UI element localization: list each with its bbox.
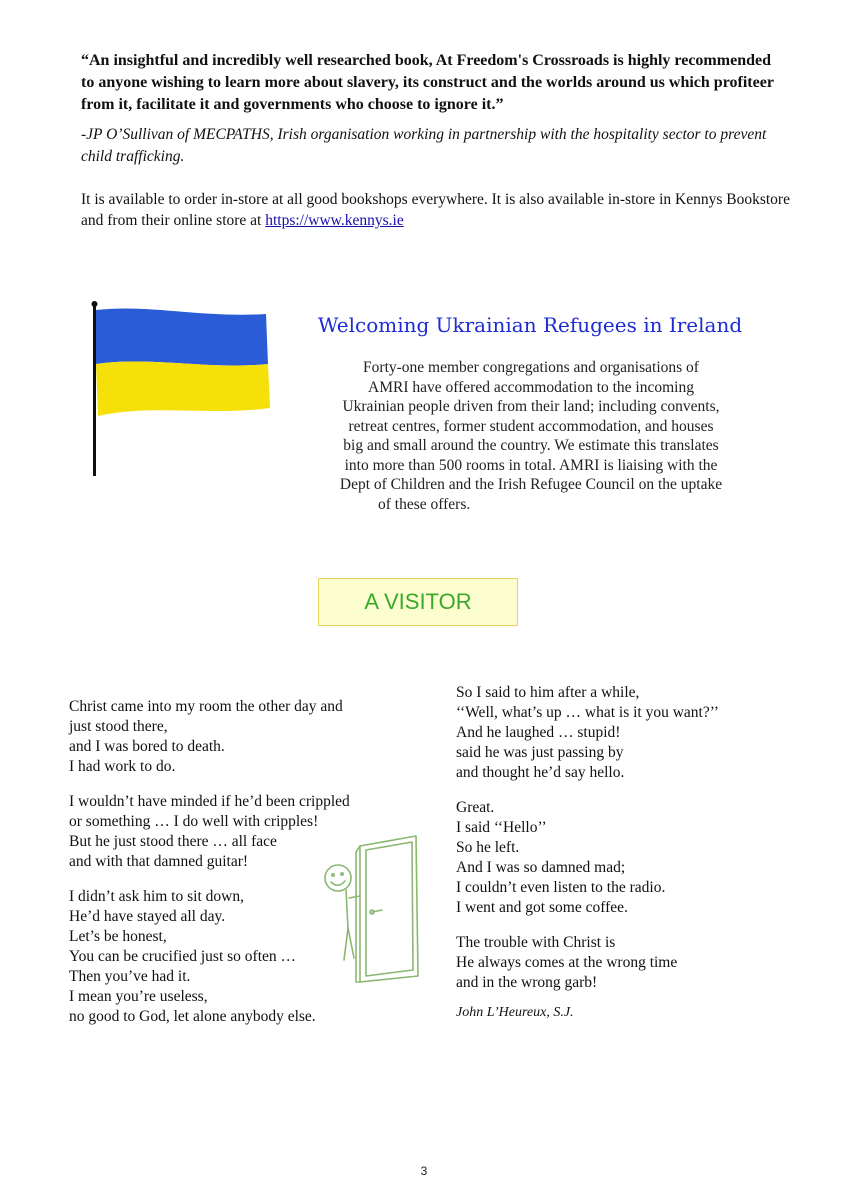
kennys-link[interactable]: https://www.kennys.ie [265,212,404,229]
poem-right-column [456,683,719,1023]
stanza-gap [456,783,719,798]
poem-line: Let’s be honest, [69,928,167,945]
visitor-heading: A VISITOR [364,589,472,614]
poem-author: John L’Heureux, S.J. [456,1005,574,1020]
poem-line: I mean you’re useless, [69,988,208,1005]
poem-line: He’d have stayed all day. [69,908,226,925]
poem-line: Christ came into my room the other day and [69,698,343,715]
stanza-gap [456,918,719,933]
article-line: Ukrainian people driven from their land; including convents, [342,398,720,415]
stanza-gap [69,872,350,887]
ukraine-article-body [310,358,752,514]
poem-line: I wouldn’t have minded if he’d been crippled [69,793,350,810]
article-line: retreat centres, former student accommodation, and houses [348,417,714,435]
stanza-gap [69,777,350,792]
poem-line: said he was just passing by [456,744,624,761]
poem-line: The trouble with Christ is [456,934,616,951]
poem-line: and with that damned guitar! [69,853,249,870]
page-number: 3 [420,1164,428,1178]
availability-paragraph [81,189,801,231]
poem-line: I had work to do. [69,758,176,775]
poem-line: or something … I do well with cripples! [69,813,319,830]
poem-line: And he laughed … stupid! [456,724,621,741]
poem-line: I said ‘‘Hello’’ [456,819,547,836]
poem-line: He always comes at the wrong time [456,954,678,971]
poem-line: no good to God, let alone anybody else. [69,1008,316,1025]
poem-line: But he just stood there … all face [69,833,277,850]
availability-text: It is available to order in-store at all good bookshops everywhere. It is also available in-store in Kennys Bookstore and from their online store at [81,191,790,229]
poem-line: ‘‘Well, what’s up … what is it you want?’’ [456,704,719,721]
poem-line: Then you’ve had it. [69,968,191,985]
poem-line: I couldn’t even listen to the radio. [456,879,666,896]
poem-line: just stood there, [69,718,168,735]
ukraine-flag-icon [90,298,280,478]
poem-line: So I said to him after a while, [456,684,640,701]
poem-line: And I was so damned mad; [456,859,626,876]
article-line: into more than 500 rooms in total. AMRI is liaising with the [344,456,718,474]
person-in-doorway-icon [316,832,424,984]
visitor-heading-box [318,578,518,626]
poem-line: and in the wrong garb! [456,974,598,991]
article-line: big and small around the country. We estimate this translates [343,437,719,454]
article-line: of these offers. [378,495,471,513]
poem-line: and I was bored to death. [69,738,225,755]
article-line: Dept of Children and the Irish Refugee Council on the uptake [339,476,723,493]
poem-left-column [69,697,350,1027]
poem-line: Great. [456,799,495,816]
poem-line: and thought he’d say hello. [456,764,625,781]
poem-line: So he left. [456,839,520,856]
ukraine-article-title: Welcoming Ukrainian Refugees in Ireland [317,313,743,337]
quote-attribution: -JP O’Sullivan of MECPATHS, Irish organisation working in partnership with the hospitality sector to prevent child trafficking. [81,126,767,165]
poem-line: You can be crucified just so often … [69,948,297,965]
book-quote: “An insightful and incredibly well researched book, At Freedom's Crossroads is highly recommended to anyone wishing to learn more about slavery, its construct and the worlds around us which profiteer from it, facilitate it and governments who choose to ignore it.” [81,52,774,113]
poem-line: I went and got some coffee. [456,899,628,916]
article-line: Forty-one member congregations and organisations of [363,359,699,376]
article-line: AMRI have offered accommodation to the incoming [368,378,694,396]
poem-line: I didn’t ask him to sit down, [69,888,244,905]
